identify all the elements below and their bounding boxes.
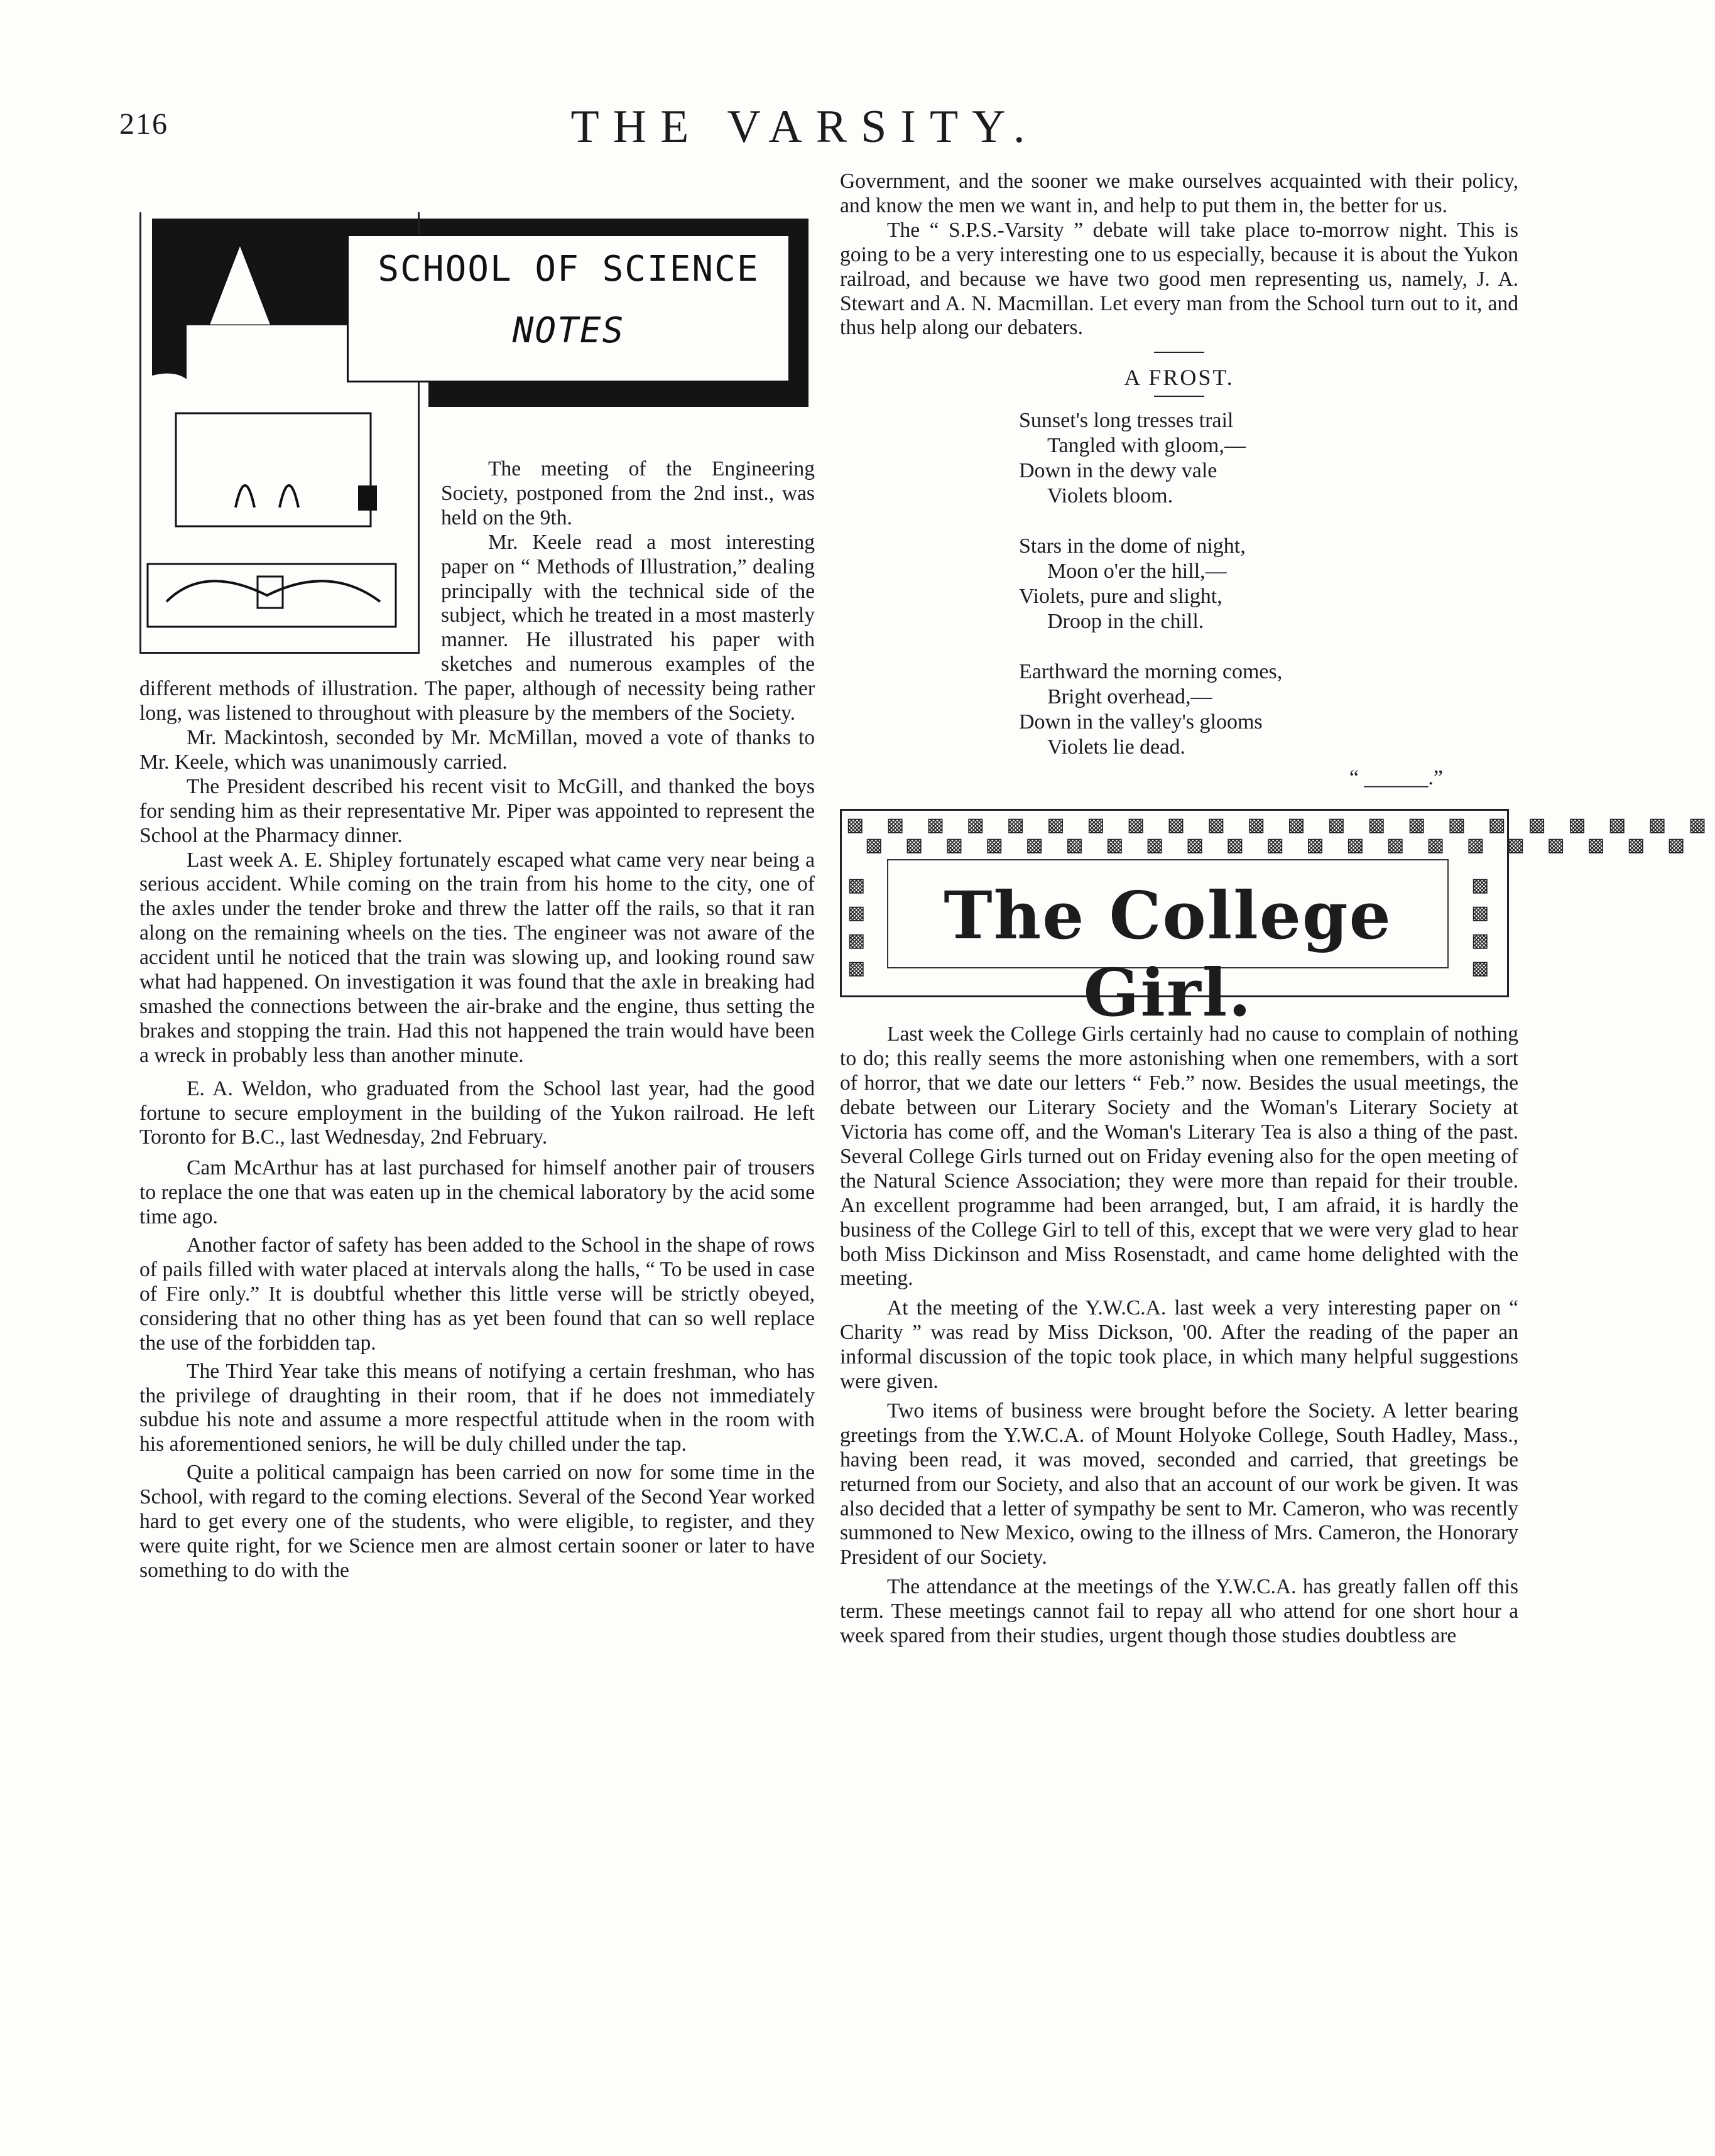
divider bbox=[1154, 352, 1204, 353]
poem-line: Tangled with gloom,— bbox=[1047, 434, 1246, 458]
poem-line: Stars in the dome of night, bbox=[1019, 534, 1246, 558]
college-girl-paragraph: The attendance at the meetings of the Y.W.C.A. has greatly fallen off this term. These meetings cannot fail to repay all who attend for one short hour a week spared from their studies, urgent though those studies doubtless are bbox=[840, 1575, 1518, 1648]
title-scroll bbox=[347, 234, 790, 382]
checker-ornament-icon: ▩ ▩ ▩ ▩ ▩ ▩ ▩ ▩ ▩ ▩ ▩ ▩ ▩ ▩ ▩ ▩ ▩ ▩ ▩ ▩ ▩ ▩ bbox=[846, 815, 1715, 836]
science-paragraph: Cam McArthur has at last purchased for himself another pair of trousers to replace the one that was eaten up in the chemical laboratory by the acid some time ago. bbox=[139, 1156, 815, 1229]
section-subtitle: NOTES bbox=[512, 310, 625, 351]
poem-line: Down in the dewy vale bbox=[1019, 459, 1217, 483]
page-number: 216 bbox=[119, 107, 168, 141]
science-paragraph: The meeting of the Engineering Society, postponed from the 2nd inst., was held on the 9th. bbox=[441, 457, 815, 529]
section-title: SCHOOL OF SCIENCE bbox=[378, 249, 760, 290]
poem-line: Sunset's long tresses trail bbox=[1019, 409, 1234, 433]
science-paragraph: Quite a political campaign has been carried on now for some time in the School, with regard to the coming elections. Several of the Second Year worked hard to get every one of the students, who were eligible, to register, and they were quite right, for we Science men are almost certain sooner or later to have something to do with the bbox=[139, 1461, 815, 1582]
poem-line: Bright overhead,— bbox=[1047, 685, 1212, 709]
science-continuation: Government, and the sooner we make ourselves acquainted with their policy, and know the men we want in, and help to put them in, the better for us. bbox=[840, 170, 1518, 217]
college-girl-header bbox=[840, 809, 1715, 1032]
science-paragraph: The President described his recent visit to McGill, and thanked the boys for sending him as their representative Mr. Piper was appointed to represent the School at the Pharmacy dinner. bbox=[139, 774, 815, 847]
poem-line: Droop in the chill. bbox=[1047, 610, 1204, 634]
checker-ornament-icon: ▩ ▩ ▩ ▩ bbox=[847, 875, 874, 979]
science-continuation: The “ S.P.S.-Varsity ” debate will take place to-morrow night. This is going to be a very interesting one to us especially, because it is about the Yukon railroad, and because we have two good men representing us, namely, J. A. Stewart and A. N. Macmillan. Let every man from the School turn out to it, and thus help along our debaters. bbox=[840, 218, 1518, 340]
heading-panel bbox=[887, 859, 1449, 1032]
poem-stanza bbox=[1019, 659, 1518, 760]
poem-line: Violets, pure and slight, bbox=[1019, 585, 1222, 609]
college-girl-paragraph: Last week the College Girls certainly had no cause to complain of nothing to do; this really seems the more astonishing when one remembers, with a sort of horror, that we date our letters “ Feb.” now. Besides the usual meetings, the debate between our Literary Society and the Woman's Literary Society at Victoria has come off, and the Woman's Literary Tea is also a thing of the past. Several College Girls turned out on Friday evening also for the open meeting of the Natural Science Association; they were more than repaid for their trouble. An excellent programme had been arranged, but, I am afraid, it is hardly the business of the College Girl to tell of this, except that we were very glad to hear both Miss Dickinson and Miss Rosenstadt, and came home delighted with the meeting. bbox=[840, 1022, 1518, 1291]
poem-stanza bbox=[1019, 534, 1518, 634]
college-girl-paragraph: Two items of business were brought before the Society. A letter bearing greetings from the Y.W.C.A. of Mount Holyoke College, South Hadley, Mass., having been read, it was moved, seconded and carried, that greetings be returned from our Society, and also that an account of our work be given. It was also decided that a letter of sympathy be sent to Mr. Cameron, who was recently summoned to New Mexico, owing to the illness of Mrs. Cameron, the Honorary President of our Society. bbox=[840, 1399, 1518, 1569]
science-paragraph: Mr. Mackintosh, seconded by Mr. McMillan, moved a vote of thanks to Mr. Keele, which was unanimously carried. bbox=[139, 725, 815, 774]
poem-line: Violets lie dead. bbox=[1047, 735, 1185, 759]
science-paragraph: Mr. Keele read a most interesting paper on “ Methods of Illustration,” dealing principally with the technical side of the subject, which he treated in a most masterly manner. He illustrated his paper with sketches and numerous examples of the different methods of illustration. The paper, although of necessity being rather long, was listened to throughout with pleasure by the members of the Society. bbox=[139, 530, 815, 725]
left-column bbox=[139, 200, 815, 1583]
science-paragraph: Last week A. E. Shipley fortunately escaped what came very near being a serious accident. While coming on the train from his home to the city, one of the axles under the tender broke and threw the latter off the rails, so that it ran along on the remaining wheels on the ties. The engineer was not aware of the accident until he noticed that the train was slowing up, and looking round saw what had happened. On investigation it was found that the axle in breaking had smashed the connections between the air-brake and the engine, thus setting the brakes and stopping the train. Had this not happened the train would have been a wreck in probably less than another minute. bbox=[139, 848, 815, 1067]
poem-line: Earthward the morning comes, bbox=[1019, 660, 1283, 684]
poem-line: Violets bloom. bbox=[1047, 484, 1173, 508]
checker-ornament-icon: ▩ ▩ ▩ ▩ bbox=[1471, 875, 1498, 979]
section-title: The College Girl. bbox=[944, 877, 1392, 1032]
science-paragraph: Another factor of safety has been added to the School in the shape of rows of pails filled with water placed at intervals along the halls, “ To be used in case of Fire only.” It is doubtful whether this little verse will be strictly obeyed, considering that no other thing has as yet been found that can so well replace the use of the forbidden tap. bbox=[139, 1233, 815, 1355]
poem-line: Moon o'er the hill,— bbox=[1047, 560, 1227, 583]
poem-title: A FROST. bbox=[1124, 365, 1234, 391]
college-girl-paragraph: At the meeting of the Y.W.C.A. last week a very interesting paper on “ Charity ” was read by Miss Dickson, '00. After the reading of the paper an informal discussion of the topic took place, in which many helpful suggestions were given. bbox=[840, 1296, 1518, 1394]
masthead: THE VARSITY. bbox=[570, 101, 1039, 153]
poem-stanza bbox=[1019, 408, 1518, 509]
checker-ornament-icon: ▩ ▩ ▩ ▩ ▩ ▩ ▩ ▩ ▩ ▩ ▩ ▩ ▩ ▩ ▩ ▩ ▩ ▩ ▩ ▩ ▩ bbox=[865, 835, 1694, 856]
poem-signature: “ ______.” bbox=[1349, 766, 1443, 790]
science-paragraph: The Third Year take this means of notifying a certain freshman, who has the privilege of draughting in their room, that if he does not immediately subdue his note and assume a more respectful attitude when in the room with his aforementioned seniors, he will be duly chilled under the tap. bbox=[139, 1359, 815, 1456]
right-column bbox=[840, 170, 1715, 1649]
science-paragraph: E. A. Weldon, who graduated from the School last year, had the good fortune to secure employment in the building of the Yukon railroad. He left Toronto for B.C., last Wednesday, 2nd February. bbox=[139, 1076, 815, 1149]
divider bbox=[1154, 396, 1204, 397]
poem-line: Down in the valley's glooms bbox=[1019, 710, 1263, 734]
